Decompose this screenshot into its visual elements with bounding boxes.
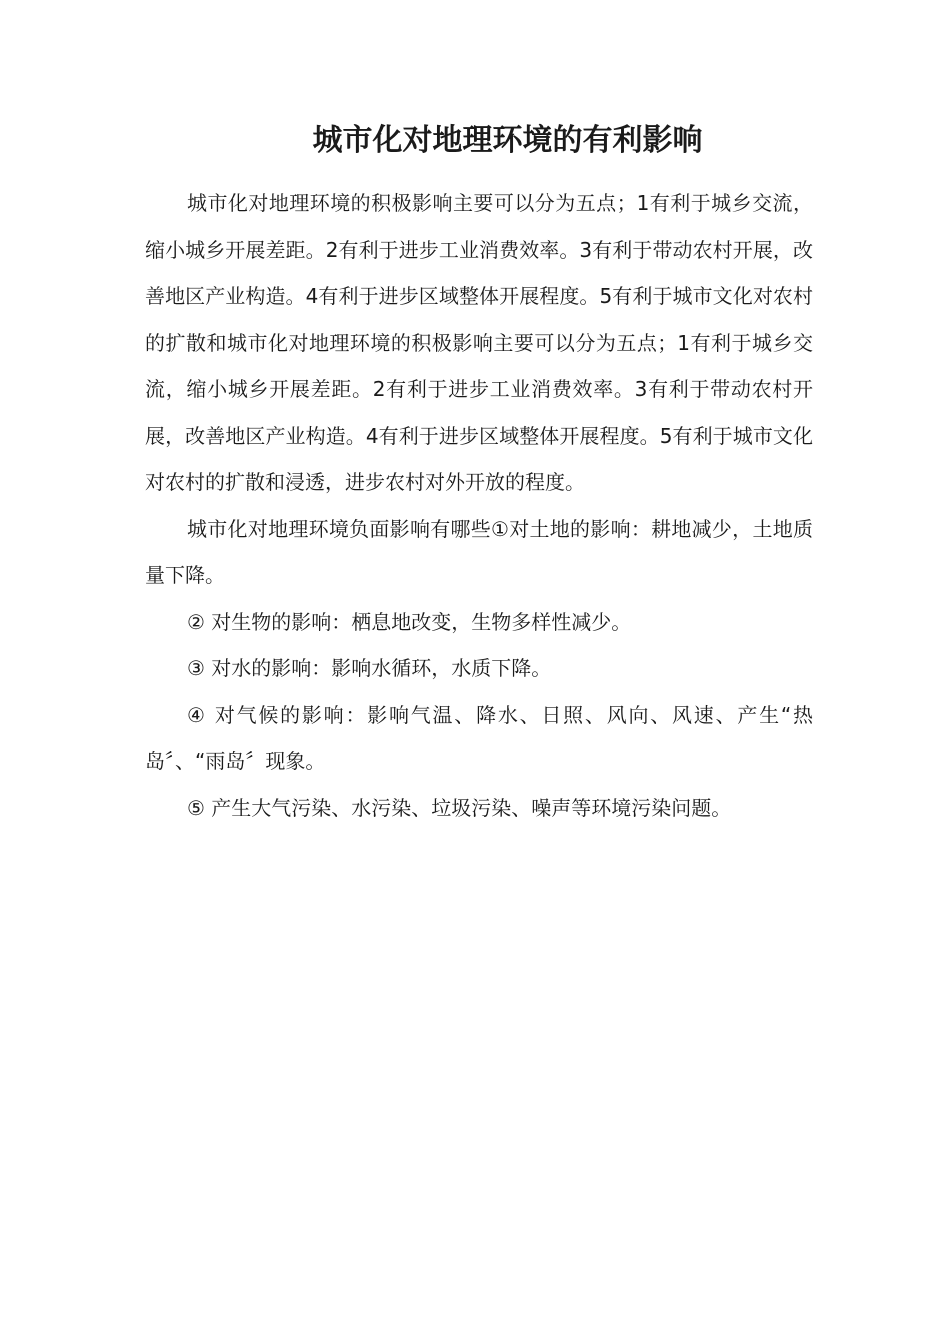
document-title: 城市化对地理环境的有利影响 (312, 123, 703, 158)
paragraph-positive-impacts: 城市化对地理环境的积极影响主要可以分为五点；1有利于城乡交流，缩小城乡开展差距。2有利于进步工业消费效率。3有利于带动农村开展，改善地区产业构造。4有利于进步区域整体开展程度。5有利于城市文化对农村的扩散和城市化对地理环境的积极影响主要可以分为五点；1有利于城乡交流，缩小城乡开展差距。2有利于进步工业消费效率。3有利于带动农村开展，改善地区产业构造。4有利于进步区域整体开展程度。5有利于城市文化对农村的扩散和浸透，进步农村对外开放的程度。 (145, 191, 813, 494)
paragraph-negative-impacts-land: 城市化对地理环境负面影响有哪些①对土地的影响：耕地减少，土地质量下降。 (145, 516, 813, 587)
document-body (145, 180, 813, 831)
paragraph-pollution: ⑤ 产生大气污染、水污染、垃圾污染、噪声等环境污染问题。 (187, 795, 732, 820)
paragraph-climate: ④ 对气候的影响：影响气温、降水、日照、风向、风速、产生“热岛〞、“雨岛〞现象。 (145, 702, 813, 773)
paragraph-water: ③ 对水的影响：影响水循环，水质下降。 (187, 656, 552, 680)
paragraph-biology: ② 对生物的影响：栖息地改变，生物多样性减少。 (187, 609, 632, 634)
